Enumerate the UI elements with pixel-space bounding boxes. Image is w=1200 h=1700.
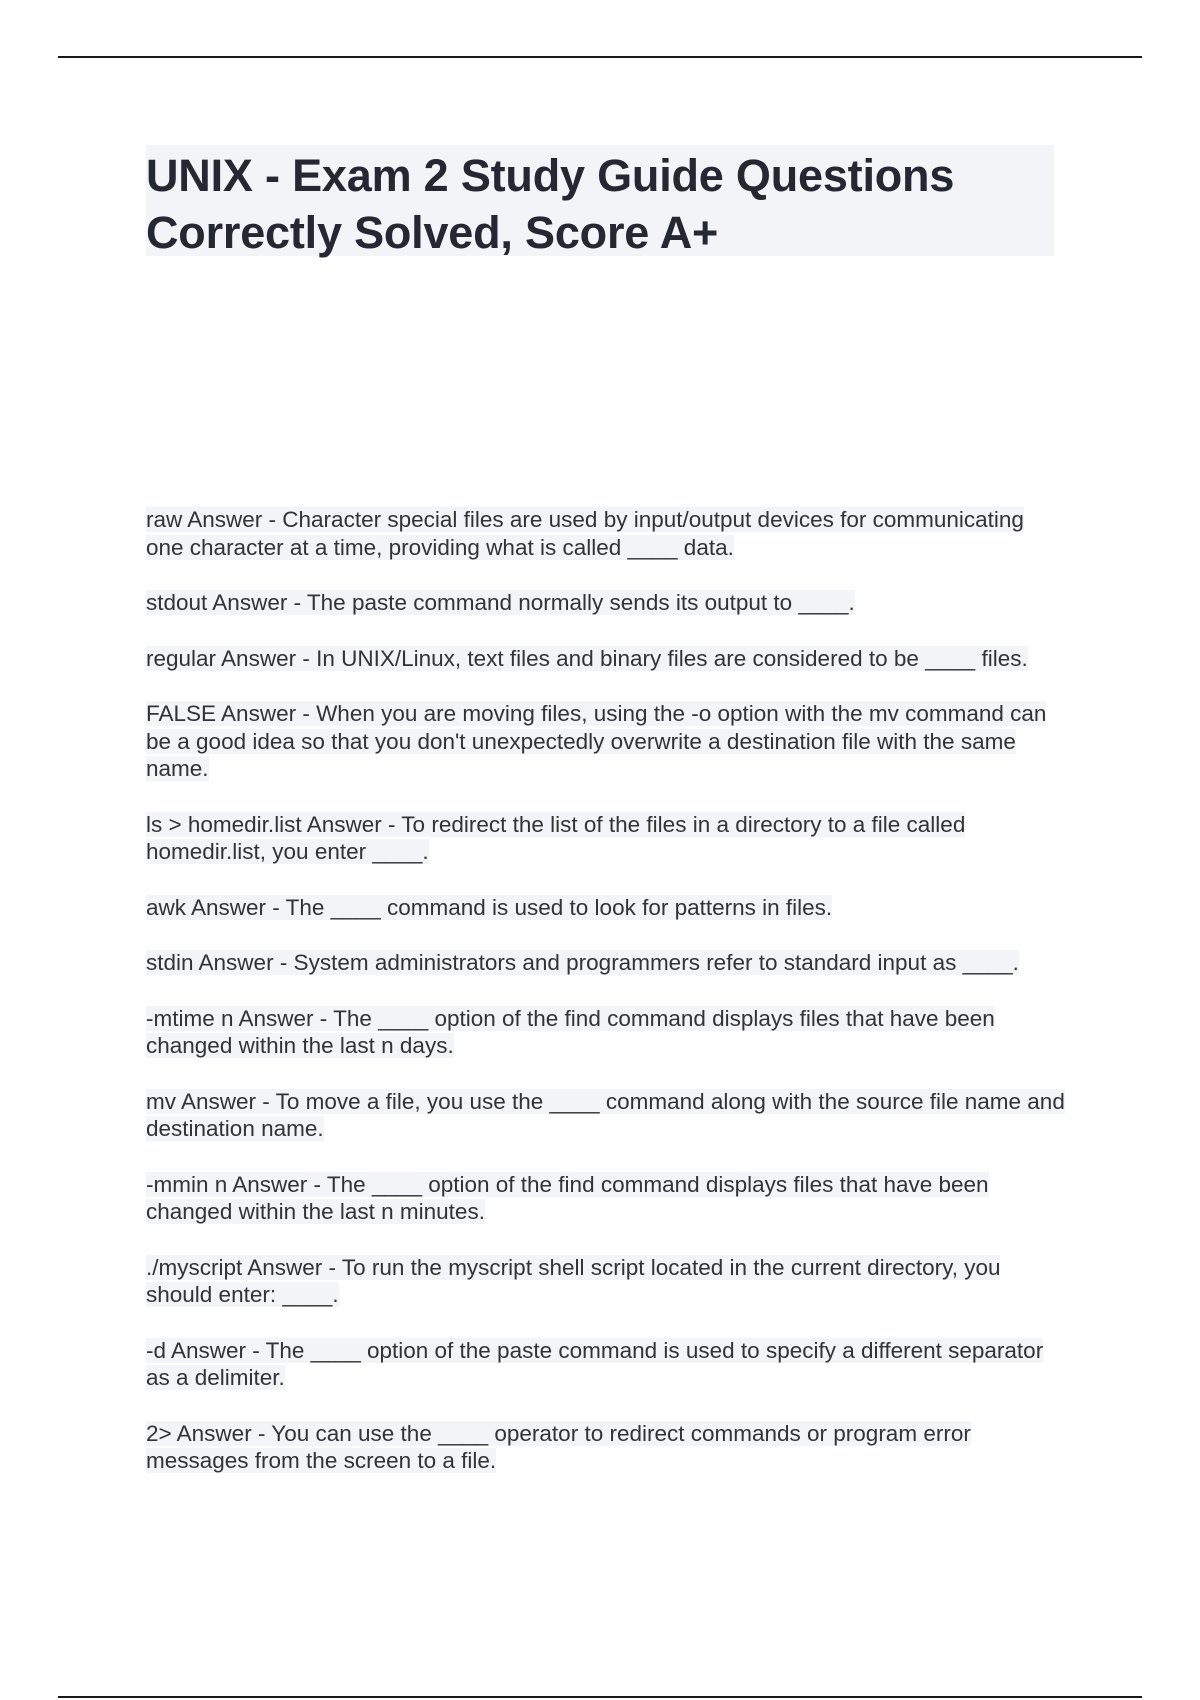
qa-item: [146, 645, 1066, 673]
qa-text: -mmin n Answer - The ____ option of the find command displays files that have been changed within the last n minutes.: [146, 1171, 989, 1224]
qa-text: -d Answer - The ____ option of the paste command is used to specify a different separator as a delimiter.: [146, 1337, 1044, 1390]
qa-item: [146, 949, 1066, 977]
qa-item: [146, 1088, 1066, 1143]
qa-item: [146, 1254, 1066, 1309]
qa-item: [146, 506, 1066, 561]
qa-text: FALSE Answer - When you are moving files, using the -o option with the mv command can be a good idea so that you don't unexpectedly overwrite a destination file with the same name.: [146, 701, 1047, 781]
bottom-divider: [58, 1696, 1142, 1698]
qa-text: ls > homedir.list Answer - To redirect the list of the files in a directory to a file called homedir.list, you enter ____.: [146, 811, 966, 864]
qa-text: ./myscript Answer - To run the myscript shell script located in the current directory, you should enter: ____.: [146, 1254, 1001, 1307]
qa-text: regular Answer - In UNIX/Linux, text files and binary files are considered to be ____ files.: [146, 645, 1028, 671]
qa-item: [146, 1337, 1066, 1392]
qa-item: [146, 894, 1066, 922]
document-title: UNIX - Exam 2 Study Guide Questions Correctly Solved, Score A+: [146, 150, 955, 258]
qa-item: [146, 1005, 1066, 1060]
qa-text: raw Answer - Character special files are used by input/output devices for communicating one character at a time, providing what is called ____ data.: [146, 507, 1024, 560]
qa-text: -mtime n Answer - The ____ option of the find command displays files that have been changed within the last n days.: [146, 1005, 995, 1058]
qa-text: stdin Answer - System administrators and programmers refer to standard input as ____.: [146, 950, 1019, 975]
qa-item: [146, 700, 1066, 783]
top-divider: [58, 56, 1142, 58]
qa-text: mv Answer - To move a file, you use the ____ command along with the source file name and destination name.: [146, 1088, 1065, 1141]
qa-text: awk Answer - The ____ command is used to look for patterns in files.: [146, 894, 833, 920]
title-block: [146, 145, 1054, 256]
qa-text: stdout Answer - The paste command normally sends its output to ____.: [146, 590, 855, 615]
qa-item: [146, 1171, 1066, 1226]
qa-list: [146, 506, 1066, 1503]
qa-item: [146, 589, 1066, 617]
qa-text: 2> Answer - You can use the ____ operator to redirect commands or program error messages from the screen to a file.: [146, 1420, 971, 1473]
qa-item: [146, 1420, 1066, 1475]
qa-item: [146, 811, 1066, 866]
